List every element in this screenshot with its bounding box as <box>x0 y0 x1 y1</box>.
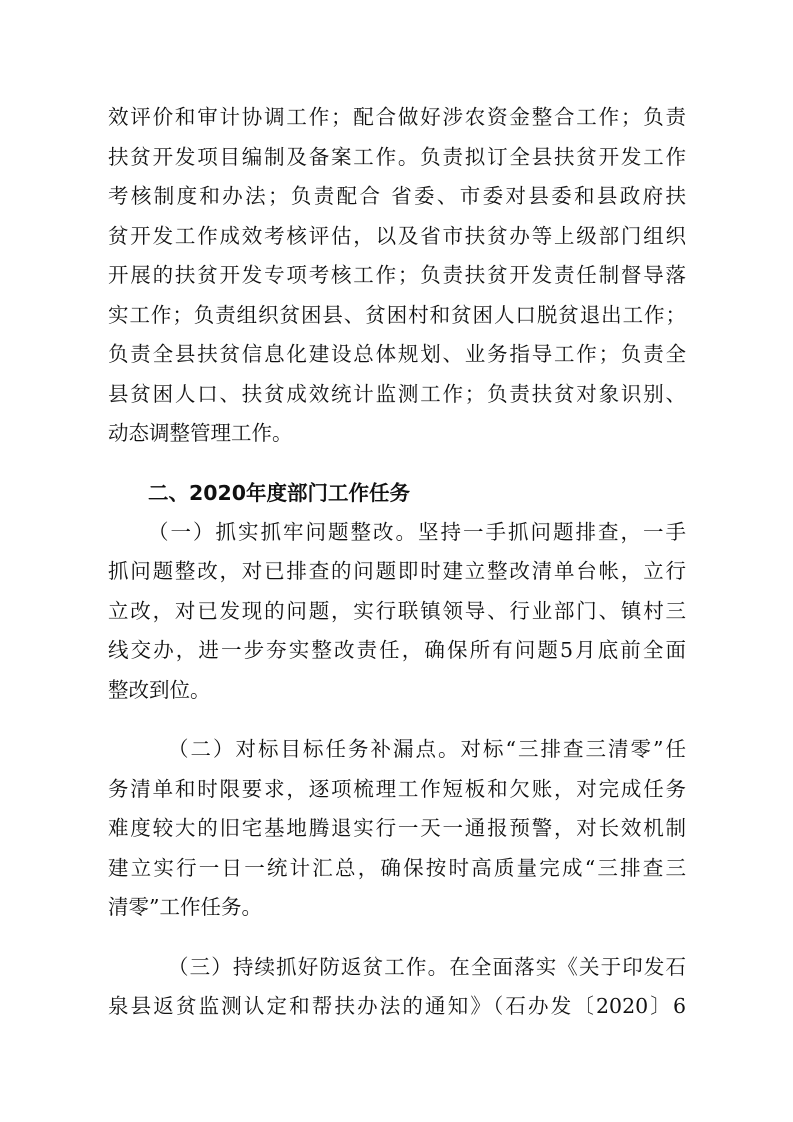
text-line: 实工作；负责组织贫困县、贫困村和贫困人口脱贫退出工作； <box>108 303 686 327</box>
text-line: 难度较大的旧宅基地腾退实行一天一通报预警，对长效机制 <box>108 816 686 840</box>
text-line: 抓问题整改，对已排查的问题即时建立整改清单台帐，立行 <box>108 559 686 583</box>
text-line: 线交办，进一步夯实整改责任，确保所有问题5月底前全面 <box>108 638 686 662</box>
text-line: 建立实行一日一统计汇总，确保按时高质量完成“三排查三 <box>108 856 686 880</box>
text-line: 贫开发工作成效考核评估，以及省市扶贫办等上级部门组织 <box>108 224 686 248</box>
text-line: 县贫困人口、扶贫成效统计监测工作；负责扶贫对象识别、 <box>108 382 686 406</box>
text-line: （二）对标目标任务补漏点。对标“三排查三清零”任 <box>168 737 686 761</box>
text-line: 考核制度和办法；负责配合 省委、市委对县委和县政府扶 <box>108 184 686 208</box>
text-line: 扶贫开发项目编制及备案工作。负责拟订全县扶贫开发工作 <box>108 145 686 169</box>
text-line: 动态调整管理工作。 <box>108 421 293 445</box>
text-line: 效评价和审计协调工作；配合做好涉农资金整合工作；负责 <box>108 105 686 129</box>
text-line: （一）抓实抓牢问题整改。坚持一手抓问题排查，一手 <box>148 520 686 544</box>
section-heading: 二、2020年度部门工作任务 <box>148 481 411 505</box>
text-line: （三）持续抓好防返贫工作。在全面落实《关于印发石 <box>168 955 686 979</box>
text-line: 立改，对已发现的问题，实行联镇领导、行业部门、镇村三 <box>108 599 686 623</box>
text-line: 清零”工作任务。 <box>108 895 262 919</box>
text-line: 泉县返贫监测认定和帮扶办法的通知》（石办发〔2020〕6 <box>108 994 686 1018</box>
text-line: 务清单和时限要求，逐项梳理工作短板和欠账，对完成任务 <box>108 777 686 801</box>
text-line: 开展的扶贫开发专项考核工作；负责扶贫开发责任制督导落 <box>108 263 686 287</box>
text-line: 负责全县扶贫信息化建设总体规划、业务指导工作；负责全 <box>108 342 686 366</box>
text-line: 整改到位。 <box>108 678 211 702</box>
